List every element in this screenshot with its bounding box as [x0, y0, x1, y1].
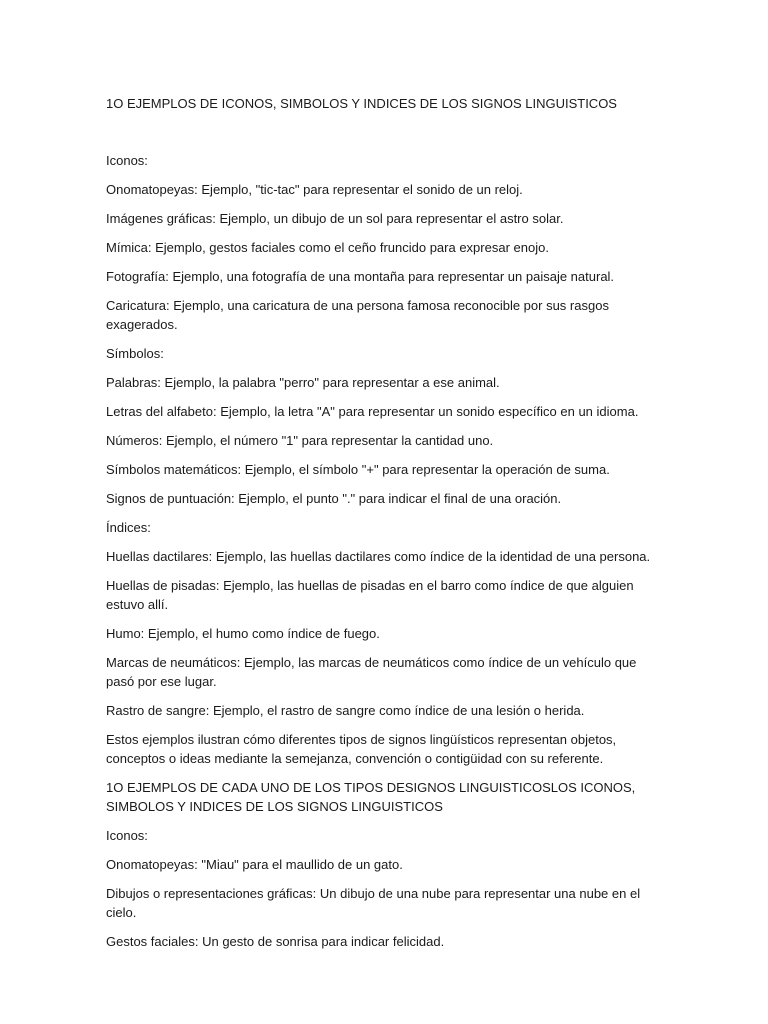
second-section-heading-iconos: Iconos: [106, 828, 148, 843]
paragraph-marcas-neumaticos: Marcas de neumáticos: Ejemplo, las marcas de neumáticos como índice de un vehículo que pasó por ese lugar. [106, 655, 637, 689]
paragraph-letras-alfabeto: Letras del alfabeto: Ejemplo, la letra "A" para representar un sonido específico en un idioma. [106, 404, 639, 419]
paragraph-simbolos-matematicos: Símbolos matemáticos: Ejemplo, el símbolo "+" para representar la operación de suma. [106, 462, 610, 477]
paragraph-caricatura: Caricatura: Ejemplo, una caricatura de una persona famosa reconocible por sus rasgos exagerados. [106, 298, 609, 332]
section-heading-iconos: Iconos: [106, 153, 148, 168]
paragraph-signos-puntuacion: Signos de puntuación: Ejemplo, el punto "." para indicar el final de una oración. [106, 491, 562, 506]
paragraph-mimica: Mímica: Ejemplo, gestos faciales como el ceño fruncido para expresar enojo. [106, 240, 549, 255]
paragraph-numeros: Números: Ejemplo, el número "1" para representar la cantidad uno. [106, 433, 494, 448]
paragraph-dibujos-nube: Dibujos o representaciones gráficas: Un dibujo de una nube para representar una nube en el cielo. [106, 886, 641, 920]
paragraph-fotografia: Fotografía: Ejemplo, una fotografía de una montaña para representar un paisaje natural. [106, 269, 615, 284]
paragraph-onomatopeyas: Onomatopeyas: Ejemplo, "tic-tac" para representar el sonido de un reloj. [106, 182, 523, 197]
paragraph-palabras: Palabras: Ejemplo, la palabra "perro" para representar a ese animal. [106, 375, 500, 390]
section-heading-indices: Índices: [106, 520, 151, 535]
paragraph-onomatopeyas-miau: Onomatopeyas: "Miau" para el maullido de un gato. [106, 857, 403, 872]
paragraph-gestos-faciales: Gestos faciales: Un gesto de sonrisa para indicar felicidad. [106, 934, 445, 949]
title-spacer [106, 113, 668, 151]
paragraph-humo: Humo: Ejemplo, el humo como índice de fuego. [106, 626, 380, 641]
section-heading-simbolos: Símbolos: [106, 346, 164, 361]
document-title: 1O EJEMPLOS DE ICONOS, SIMBOLOS Y INDICES DE LOS SIGNOS LINGUISTICOS [106, 96, 617, 111]
paragraph-huellas-dactilares: Huellas dactilares: Ejemplo, las huellas dactilares como índice de la identidad de una persona. [106, 549, 651, 564]
paragraph-imagenes-graficas: Imágenes gráficas: Ejemplo, un dibujo de un sol para representar el astro solar. [106, 211, 564, 226]
second-section-title: 1O EJEMPLOS DE CADA UNO DE LOS TIPOS DESIGNOS LINGUISTICOSLOS ICONOS, SIMBOLOS Y INDICES DE LOS SIGNOS LINGUISTICOS [106, 780, 636, 814]
paragraph-huellas-pisadas: Huellas de pisadas: Ejemplo, las huellas de pisadas en el barro como índice de que alguien estuvo allí. [106, 578, 634, 612]
paragraph-conclusion: Estos ejemplos ilustran cómo diferentes tipos de signos lingüísticos representan objetos, conceptos o ideas mediante la semejanza, convención o contigüidad con su referente. [106, 732, 617, 766]
paragraph-rastro-sangre: Rastro de sangre: Ejemplo, el rastro de sangre como índice de una lesión o herida. [106, 703, 585, 718]
